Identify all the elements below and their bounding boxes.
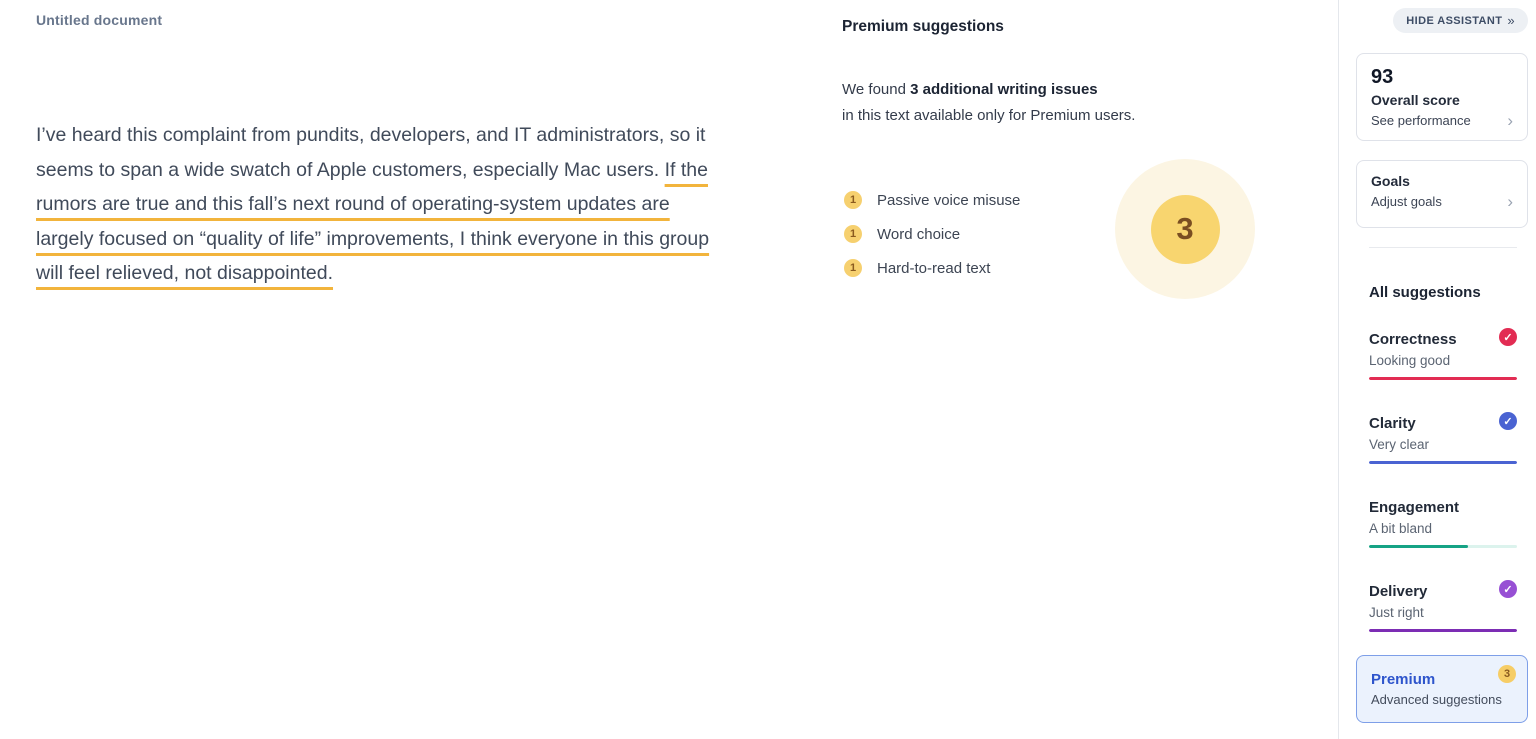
check-icon: ✓ <box>1499 328 1517 346</box>
category-name: Clarity <box>1369 415 1416 432</box>
overall-score-label: Overall score <box>1371 92 1460 108</box>
overall-score-card[interactable] <box>1356 53 1528 141</box>
issue-count-badge: 1 <box>844 259 862 277</box>
sidebar-divider <box>1369 247 1517 248</box>
assistant-sidebar <box>1338 0 1536 739</box>
summary-line2: in this text available only for Premium users. <box>842 107 1136 124</box>
category-progress-bar <box>1369 629 1517 632</box>
category-status: Very clear <box>1369 437 1430 452</box>
issue-hard-to-read[interactable] <box>844 251 1020 285</box>
category-progress-bar <box>1369 377 1517 380</box>
total-issues-count: 3 <box>1151 195 1220 264</box>
paragraph-plain-text: I’ve heard this complaint from pundits, developers, and IT administrators, so it seems to span a wide swatch of Apple customers, especially Mac users. <box>36 124 706 181</box>
document-editor[interactable] <box>36 12 716 291</box>
category-clarity[interactable] <box>1369 414 1517 464</box>
category-name: Delivery <box>1369 583 1428 600</box>
issue-label: Passive voice misuse <box>877 191 1021 209</box>
goals-card[interactable] <box>1356 160 1528 228</box>
premium-summary <box>842 77 1135 129</box>
paragraph-underlined-text[interactable]: If the rumors are true and this fall’s next round of operating-system updates are largely focused on “quality of life” improvements, I think everyone in this group will feel relieved, not disappointed. <box>36 158 710 284</box>
category-name: Engagement <box>1369 499 1460 516</box>
adjust-goals-link[interactable]: Adjust goals <box>1371 194 1442 209</box>
premium-tab-card[interactable] <box>1356 655 1528 723</box>
summary-bold: 3 additional writing issues <box>910 81 1098 98</box>
check-icon: ✓ <box>1499 580 1517 598</box>
category-progress-bar <box>1369 461 1517 464</box>
premium-suggestions-panel <box>842 0 1272 340</box>
all-suggestions-heading: All suggestions <box>1369 284 1481 301</box>
category-delivery[interactable] <box>1369 582 1517 632</box>
premium-issues-list <box>844 183 1020 285</box>
overall-score-value: 93 <box>1371 66 1394 88</box>
summary-prefix: We found <box>842 81 911 98</box>
check-icon: ✓ <box>1499 412 1517 430</box>
hide-assistant-button[interactable] <box>1393 8 1528 33</box>
chevron-right-icon: › <box>1507 192 1513 211</box>
issue-count-badge: 1 <box>844 191 862 209</box>
category-engagement[interactable] <box>1369 498 1517 548</box>
double-chevron-right-icon: » <box>1507 13 1515 28</box>
chevron-right-icon: › <box>1507 111 1513 130</box>
issue-count-badge: 1 <box>844 225 862 243</box>
hide-assistant-label: HIDE ASSISTANT <box>1406 14 1503 27</box>
goals-label: Goals <box>1371 173 1410 189</box>
category-status: Looking good <box>1369 353 1451 368</box>
issue-passive-voice[interactable] <box>844 183 1020 217</box>
see-performance-link[interactable]: See performance <box>1371 113 1471 128</box>
document-text[interactable] <box>36 118 716 291</box>
premium-tab-label: Premium <box>1371 671 1436 688</box>
premium-count-badge: 3 <box>1498 665 1516 683</box>
category-status: A bit bland <box>1369 521 1433 536</box>
category-progress-bar <box>1369 545 1517 548</box>
document-title[interactable]: Untitled document <box>36 12 163 28</box>
category-correctness[interactable] <box>1369 330 1517 380</box>
premium-panel-title: Premium suggestions <box>842 18 1004 35</box>
issue-word-choice[interactable] <box>844 217 1020 251</box>
issue-label: Hard-to-read text <box>877 259 991 277</box>
premium-tab-sublabel: Advanced suggestions <box>1371 692 1502 707</box>
category-name: Correctness <box>1369 331 1457 348</box>
issue-label: Word choice <box>877 225 961 243</box>
total-issues-circle <box>1115 159 1255 299</box>
category-status: Just right <box>1369 605 1424 620</box>
